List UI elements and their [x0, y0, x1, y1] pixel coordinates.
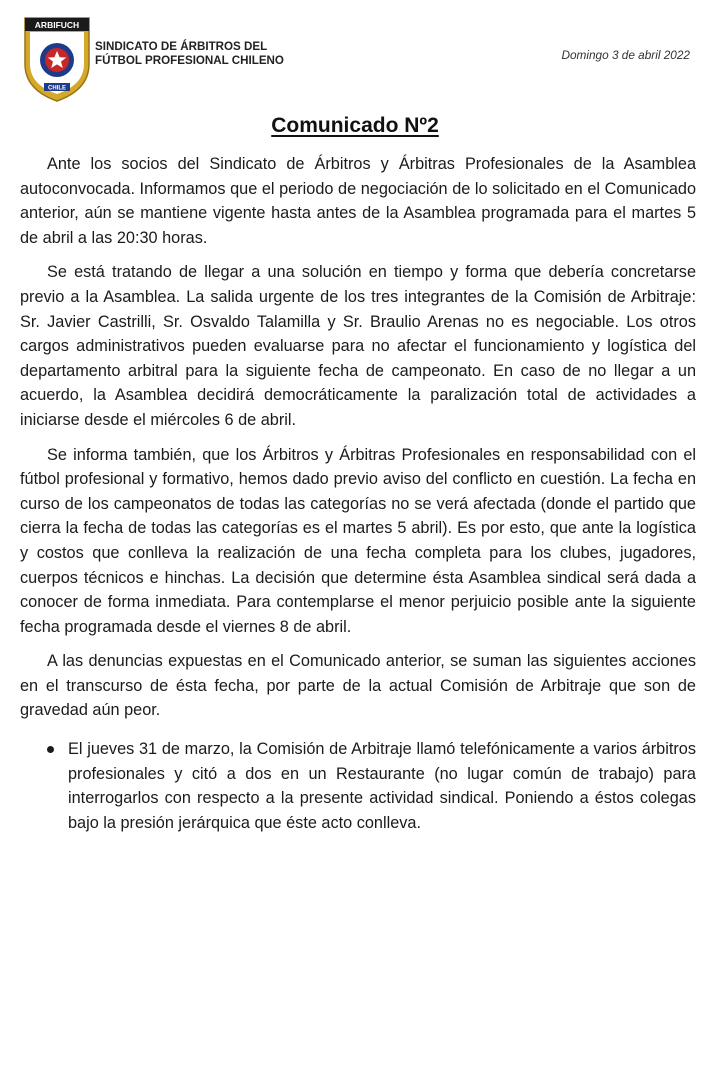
- document-body: [20, 152, 696, 835]
- letterhead: [22, 14, 690, 104]
- bullet-text: El jueves 31 de marzo, la Comisión de Arbitraje llamó telefónicamente a varios árbitros profesionales y citó a dos en un Restaurante (no lugar común de trabajo) para interrogarlos con respecto a la presente actividad sindical. Poniendo a éstos colegas bajo la presión jerárquica que éste acto conlleva.: [68, 740, 696, 832]
- bullet-icon: [47, 746, 54, 753]
- bullet-item: [68, 737, 696, 835]
- organization-line-1: SINDICATO DE ÁRBITROS DEL: [95, 40, 268, 53]
- organization-name: [95, 40, 284, 68]
- bullet-list: [20, 737, 696, 835]
- organization-line-2: FÚTBOL PROFESIONAL CHILENO: [95, 54, 284, 67]
- document-date: Domingo 3 de abril 2022: [561, 48, 690, 62]
- paragraph-2: Se está tratando de llegar a una solución en tiempo y forma que debería concretarse previo a la Asamblea. La salida urgente de los tres integrantes de la Comisión de Arbitraje: Sr. Javier Castrilli, Sr. Osvaldo Talamilla y Sr. Braulio Arenas no es negociable. Los otros cargos administrativos pueden evaluarse para no afectar el funcionamiento y logística del departamento arbitral para la siguiente fecha de campeonato. En caso de no llegar a un acuerdo, la Asamblea decidirá democráticamente la paralización total de actividades a iniciarse desde el miércoles 6 de abril.: [20, 263, 696, 429]
- logo-text-bottom: CHILE: [48, 85, 66, 92]
- logo-text-top: ARBIFUCH: [34, 20, 80, 30]
- paragraph-3: Se informa también, que los Árbitros y Árbitras Profesionales en responsabilidad con el fútbol profesional y formativo, hemos dado previo aviso del conflicto en cuestión. La fecha en curso de los campeonatos de todas las categorías no se verá afectada (donde el partido que cierra la fecha de todas las categorías es el martes 5 abril). Es por esto, que ante la logística y costos que conlleva la realización de una fecha completa para los clubes, jugadores, cuerpos técnicos e hinchas. La decisión que determine ésta Asamblea sindical será dada a conocer de forma inmediata. Para contemplarse el menor perjuicio posible ante la siguiente fecha programada desde el viernes 8 de abril.: [20, 445, 696, 636]
- arbifuch-shield-logo: [22, 14, 92, 102]
- paragraph-1: Ante los socios del Sindicato de Árbitros y Árbitras Profesionales de la Asamblea autoconvocada. Informamos que el periodo de negociación de lo solicitado en el Comunicado anterior, aún se mantiene vigente hasta antes de la Asamblea programada para el martes 5 de abril a las 20:30 horas.: [20, 155, 696, 247]
- document-title: Comunicado Nº2: [271, 114, 439, 137]
- paragraph-4: A las denuncias expuestas en el Comunicado anterior, se suman las siguientes acciones en el transcurso de ésta fecha, por parte de la actual Comisión de Arbitraje que son de gravedad aún peor.: [20, 652, 696, 720]
